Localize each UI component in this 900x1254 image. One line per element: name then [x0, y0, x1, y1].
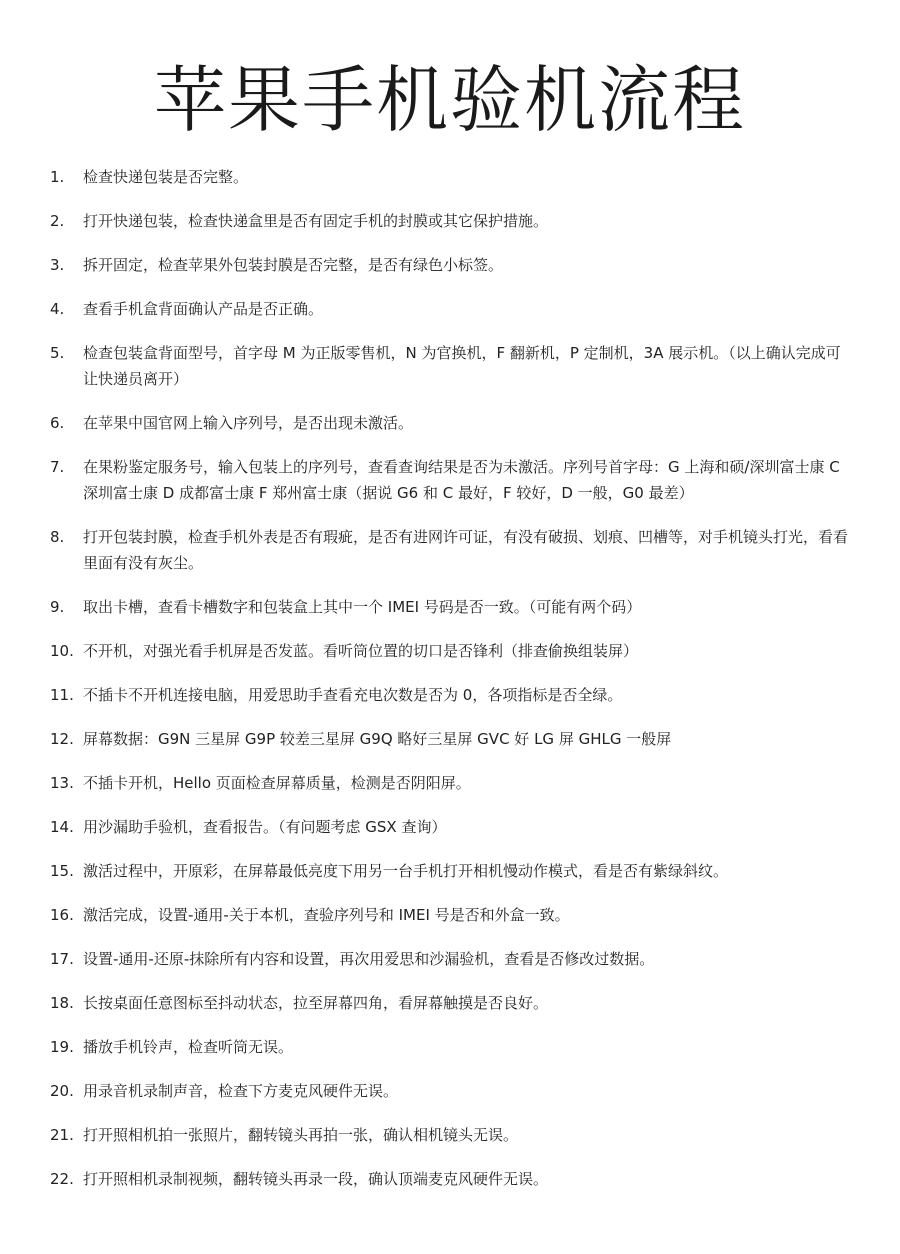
step-text: 播放手机铃声，检查听筒无误。 [83, 1038, 294, 1056]
list-item [50, 858, 850, 884]
list-item [50, 1122, 850, 1148]
page-title: 苹果手机验机流程 [153, 58, 746, 142]
step-number: 6. [50, 414, 65, 432]
step-number: 18. [50, 994, 74, 1012]
step-text: 检查包装盒背面型号，首字母 M 为正版零售机，N 为官换机，F 翻新机，P 定制机，3A 展示机。（以上确认完成可让快递员离开） [83, 344, 841, 388]
list-item [50, 594, 850, 620]
step-number: 17. [50, 950, 74, 968]
list-item [50, 814, 850, 840]
step-text: 不开机，对强光看手机屏是否发蓝。看听筒位置的切口是否锋利（排查偷换组装屏） [83, 642, 639, 660]
list-item [50, 682, 850, 708]
steps-list [50, 164, 850, 1192]
step-text: 拆开固定，检查苹果外包装封膜是否完整，是否有绿色小标签。 [83, 256, 504, 274]
step-text: 激活完成，设置-通用-关于本机，查验序列号和 IMEI 号是否和外盒一致。 [83, 906, 570, 924]
list-item [50, 1034, 850, 1060]
step-text: 查看手机盒背面确认产品是否正确。 [83, 300, 324, 318]
list-item [50, 340, 850, 392]
step-number: 15. [50, 862, 74, 880]
list-item [50, 770, 850, 796]
list-item [50, 252, 850, 278]
step-number: 3. [50, 256, 65, 274]
step-number: 1. [50, 168, 65, 186]
step-text: 在苹果中国官网上输入序列号，是否出现未激活。 [83, 414, 414, 432]
step-number: 20. [50, 1082, 74, 1100]
step-number: 19. [50, 1038, 74, 1056]
step-text: 屏幕数据：G9N 三星屏 G9P 较差三星屏 G9Q 略好三星屏 GVC 好 LG 屏 GHLG 一般屏 [83, 730, 672, 748]
step-text: 取出卡槽，查看卡槽数字和包装盒上其中一个 IMEI 号码是否一致。（可能有两个码） [83, 598, 642, 616]
step-text: 不插卡开机，Hello 页面检查屏幕质量，检测是否阴阳屏。 [83, 774, 471, 792]
step-text: 打开包装封膜，检查手机外表是否有瑕疵，是否有进网许可证，有没有破损、划痕、凹槽等，对手机镜头打光，看看里面有没有灰尘。 [83, 528, 849, 572]
step-number: 8. [50, 528, 65, 546]
list-item [50, 164, 850, 190]
list-item [50, 524, 850, 576]
list-item [50, 946, 850, 972]
step-number: 11. [50, 686, 74, 704]
list-item [50, 208, 850, 234]
step-text: 在果粉鉴定服务号，输入包装上的序列号，查看查询结果是否为未激活。序列号首字母：G 上海和硕/深圳富士康 C 深圳富士康 D 成都富士康 F 郑州富士康（据说 G6 和 C 最好，F 较好，D 一般，G0 最差） [83, 458, 840, 502]
step-number: 2. [50, 212, 65, 230]
list-item [50, 726, 850, 752]
step-number: 16. [50, 906, 74, 924]
step-text: 用沙漏助手验机，查看报告。（有问题考虑 GSX 查询） [83, 818, 447, 836]
step-text: 用录音机录制声音，检查下方麦克风硬件无误。 [83, 1082, 399, 1100]
step-number: 13. [50, 774, 74, 792]
step-text: 不插卡不开机连接电脑，用爱思助手查看充电次数是否为 0，各项指标是否全绿。 [83, 686, 623, 704]
list-item [50, 990, 850, 1016]
step-text: 打开快递包装，检查快递盒里是否有固定手机的封膜或其它保护措施。 [83, 212, 549, 230]
step-text: 打开照相机拍一张照片，翻转镜头再拍一张，确认相机镜头无误。 [83, 1126, 519, 1144]
step-number: 5. [50, 344, 65, 362]
list-item [50, 410, 850, 436]
step-number: 4. [50, 300, 65, 318]
step-text: 检查快递包装是否完整。 [83, 168, 249, 186]
step-number: 21. [50, 1126, 74, 1144]
step-number: 22. [50, 1170, 74, 1188]
list-item [50, 1078, 850, 1104]
step-text: 打开照相机录制视频，翻转镜头再录一段，确认顶端麦克风硬件无误。 [83, 1170, 549, 1188]
step-number: 14. [50, 818, 74, 836]
step-number: 10. [50, 642, 74, 660]
step-number: 7. [50, 458, 65, 476]
list-item [50, 902, 850, 928]
list-item [50, 454, 850, 506]
step-text: 激活过程中，开原彩，在屏幕最低亮度下用另一台手机打开相机慢动作模式，看是否有紫绿斜纹。 [83, 862, 729, 880]
step-number: 9. [50, 598, 65, 616]
step-text: 设置-通用-还原-抹除所有内容和设置，再次用爱思和沙漏验机，查看是否修改过数据。 [83, 950, 655, 968]
step-number: 12. [50, 730, 74, 748]
list-item [50, 1166, 850, 1192]
list-item [50, 638, 850, 664]
step-text: 长按桌面任意图标至抖动状态，拉至屏幕四角，看屏幕触摸是否良好。 [83, 994, 549, 1012]
list-item [50, 296, 850, 322]
